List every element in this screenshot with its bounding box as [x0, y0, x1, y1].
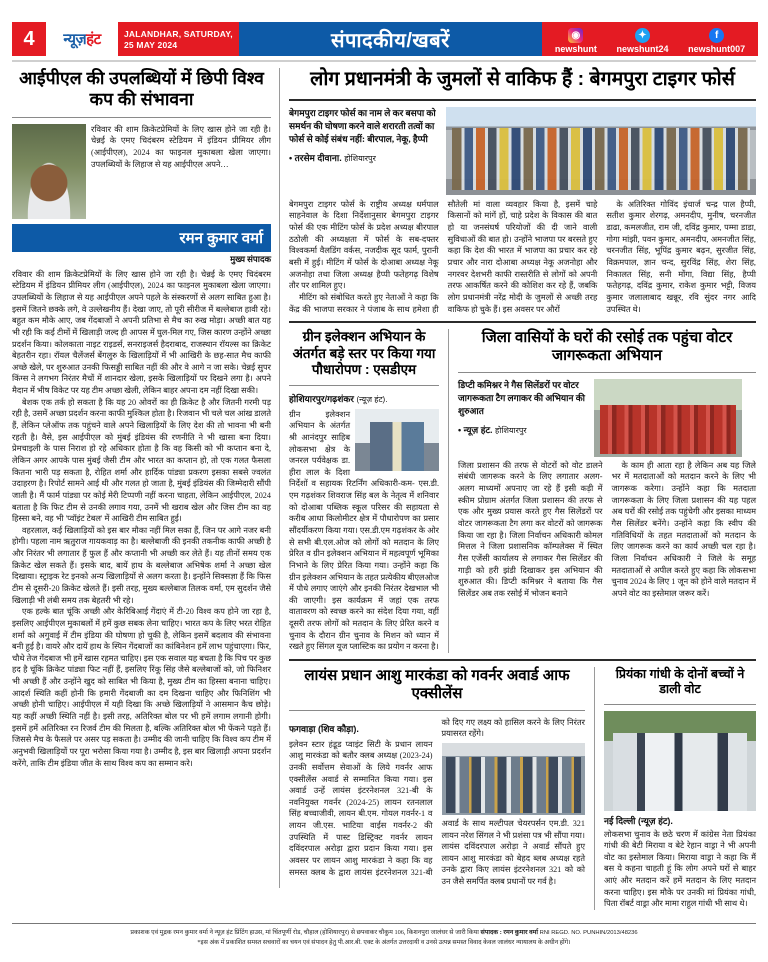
- instagram-icon: ◉: [568, 28, 583, 43]
- masthead: [12, 22, 758, 56]
- editorial-paragraph: वहरलाल, कई खिलाड़ियों को इस बार मौका नहीं मिल सका हैं, जिन पर आगे नजर बनी होगी। पहला नाम ऋतुराज गायकवाड़ का है। बल्लेबाजी की इनकी तकनीक काफी अच्छी है और निरंतर भी लगातार हैं फुल हैं और कप्तानी भी अच्छी कर लेते हैं। यह तीनों समय एक क्रिकेट खेल सकते हैं। इसके बाद, बायें हाथ के बल्लेबाज अभिषेक शर्मा ने अच्छा खेल दिखाया। स्ट्राइक रेट इनको अन्य खिलाड़ियों से अलग करता है। इन्होंने सिक्सज्ञा हैं कि फिस टीम से दूसरी-20 क्रिकेट खेलते हैं। इसी तरह, मुख्य बल्लेबाज तिलक वर्मा, एम सुदर्शन जैसे खिलाड़ी भी लंबी समय तक बेहतरी भी रहे।: [12, 525, 271, 605]
- green-election-photo: [355, 409, 439, 471]
- facebook-handle: newshunt007: [688, 44, 746, 54]
- byline-reporter: तरसेम दीवाना.: [294, 152, 342, 163]
- byline-source: (न्यूज़ हंट).: [356, 394, 388, 404]
- social-instagram[interactable]: [555, 28, 597, 54]
- lead-story-paragraph: मीटिंग को संबोधित करते हुए नेताओं ने कहा कि केंद्र की भाजपा सरकार ने पंजाब के साथ हमेशा ही सौतेली मां वाला व्यवहार किया है, इसमें चाहे किसानों को मांगें हों, चाहे प्रदेश के विकास की बात हो या जनसंघर्ष परियोजों की दी जाने वाली सुविधाओं की बात हो। उन्होंने भाजपा पर बरसते हुए कहा कि देश की भारत में भाजपा का प्रचार कर रहे प्रचार और नारा दोआबा अध्यक्ष नेकू अजनोहा और नगरवर देशभरी काफी रास्तरीति से लोगों को अपनी तरफ आकर्षित करने की कोशिश कर रहे हैं, जबकि लोग प्रधानमंत्री नरेंद्र मोदी के जुमलों से अच्छी तरह वाकिफ हो चुके हैं। इस अवसर पर औरों: [289, 199, 598, 314]
- priyanka-vote-paragraph: लोकसभा चुनाव के छठे चरण में कांग्रेस नेता प्रियंका गांधी की बेटी मिराया व बेटे रेहान वाड्रा ने भी अपनी वोट का इस्तेमाल किया। मिराया वाड्रा ने कहा कि मैं बस ये कहना चाहती हूं कि लोग अपने घरों से बाहर आएं और मतदान करें हमें मतदान के लिए मतदान करना चाहिए। इस मौके पर उनकी मां प्रियंका गांधी, पिता रॉबर्ट वाड्रा और मामा राहुल गांधी भी साथ थे।: [604, 829, 756, 909]
- masthead-divider: [12, 60, 756, 62]
- priyanka-vote-headline: प्रियंका गांधी के दोनों बच्चों ने डाली वोट: [615, 667, 745, 697]
- editorial-column: [12, 68, 280, 888]
- page-footer: [12, 923, 756, 948]
- lead-story-headline: लोग प्रधानमंत्री के जुमलों से वाकिफ हैं : बेगमपुरा टाइगर फोर्स: [310, 68, 735, 90]
- lions-award-rule: [289, 710, 585, 711]
- bottom-band: [289, 667, 756, 910]
- dateline-city-day: JALANDHAR, SATURDAY,: [124, 28, 233, 39]
- byline-location: नई दिल्ली (न्यूज़ हंट).: [604, 815, 673, 826]
- dateline: [118, 22, 239, 56]
- column-rule: [448, 329, 449, 653]
- section-divider-2: [289, 659, 756, 661]
- lead-story-byline: • तरसेम दीवाना. होशियारपुर: [289, 152, 376, 163]
- editor-name-strip: रमन कुमार वर्मा: [12, 224, 271, 252]
- green-election-byline: [289, 392, 439, 405]
- column-rule: [594, 667, 595, 910]
- priyanka-vote-photo: [604, 711, 756, 811]
- instagram-handle: newshunt: [554, 44, 597, 54]
- byline-location: होशियारपुर: [495, 425, 527, 435]
- lead-story: [289, 68, 756, 315]
- green-election-paragraph: ग्रीन इलेक्शन अभियान के अंतर्गत श्री आनंदपुर साहिब लोकसभा क्षेत्र के जनरल पर्यवेक्षक डा. हीरा लाल के दिशा निर्देशों व सहायक रिटर्निंग अधिकारी-कम- एस.डी. एम गढ़शंकर शिवराज सिंह बल के नेतृत्व में शनिवार को दोआबा पब्लिक स्कूल परिसर की सहायता से करीब आधा किलोमीटर क्षेत्र में पौधारोपण का प्रसार सौंदर्यीकरण किया गया। एस.डी.एम गढ़शंकर के ओर से सभी बी.एल.ओज को लोगों को मतदान के लिए प्रेरित व ग्रीन इलेक्शन अभियान में महत्वपूर्ण भूमिका निभाने के लिए प्रेरित किया गया। उन्होंने कहा कि ग्रीन इलेक्शन अभियान के तहत प्रत्येकीय बीएलओज में पौधे लगाए जाएंगे और इनकी निरंतर देखभाल भी की जाएगी। इस कार्यक्रम में जहां एक तरफ वातावरण को स्वच्छ करने का संदेश दिया गया, वहीं दूसरी तरफ लोगों को मतदान के लिए प्रेरित करने व चुनाव के दौरान ग्रीन चुनाव के मिशन को ध्यान में रखते हुए सिंगल यूज प्लास्टिक का प्रयोग न करना है।: [289, 409, 439, 652]
- priyanka-vote-rule: [604, 704, 756, 705]
- voter-awareness-story: [458, 329, 756, 653]
- news-columns: [280, 68, 756, 909]
- facebook-icon: f: [709, 28, 724, 43]
- editor-photo: [12, 124, 86, 219]
- byline-reporter: फगवाड़ा (शिव कौड़ा).: [289, 723, 359, 734]
- lions-award-paragraph: अवार्ड के साथ मल्टीपल चेयरपर्सन एम.डी. 321 लायन नरेश सिंगल ने भी प्रशंसा पत्र भी सौंपा गया। लायंस दविंदरपाल अरोड़ा ने अवार्ड सौंपते हुए लायन आशु मारकंडा को बेहद ब्लब अध्यक्ष रहते उनके द्वारा किए लायंस इंटरनेशनल 321 को को उन जैसे समर्पित क्लब प्रधानों पर गर्व है।: [441, 818, 585, 887]
- byline-reporter: न्यूज़ हंट.: [463, 424, 493, 435]
- footer-editor: संपादक : रमन कुमार वर्मा: [480, 928, 539, 936]
- editorial-intro: रविवार की शाम क्रिकेटप्रेमियों के लिए खास होने जा रही है। चेन्नई के एमए चिदंबरम स्टेडियम में इंडियन प्रीमियर लीग (आईपीएल), 2024 का फाइनल मुकाबला खेला जाएगा। उपलब्धियों के लिहाज से यह आईपीएल अपने…: [91, 124, 271, 169]
- newspaper-page: [0, 22, 768, 962]
- editorial-paragraph: बेशक एक तर्क हो सकता है कि यह 20 ओवरों का ही क्रिकेट है और जितनी गरमी पड़ रही है, उसमें अच्छा प्रदर्शन करना काफी मुश्किल होता है। रिजवान भी चले चल आंख डालते हैं, लेकिन प्लेऑफ तक पहुंचने वाले अपने खिलाड़ियों के लिए देश की तो भावना भी बनी रहती है। वैसे, इस आईपीएल को मुंबई इंडियंस की रणनीति ने भी खासा बना दिया। प्रेमचाइली के पास निराश हो रहे अधिकार होता है कि वह किसी को भी कप्तान बना दे, लेकिन अगर आपके पास मुंबई जैसी टीम और भारत का कप्तान हो, तो एक गलत फैसला कितना भारी पड़ सकता है, रोहित शर्मा और हार्दिक पांड्या प्रकरण इसका सबसे ज्वलंत उदाहरण है। रिपोर्ट सामने आई थी और गलत हो जाता है, मुंबई इंडियंस की जिम्मेदारी सौंपी जाती है। मैं फार्म पांड्या पर कोई मेरी टिप्पणी नहीं करना चाहता, लेकिन आईपीएल, 2024 बताता है कि फिट टीम से उनकी लगाव गया, उनमें भी खराब खेल और जिस टीम का वह हिस्सा बने, वह भी 'प्वॉइंट टेबल' में आखिरी टीम साबित हुई।: [12, 397, 271, 524]
- editorial-rule: [12, 117, 271, 118]
- editor-designation: मुख्य संपादक: [230, 253, 271, 264]
- page-content: [12, 68, 756, 909]
- footer-publisher-text: प्रकाशक एवं मुद्रक रमन कुमार वर्मा ने न्यूज़ हंट प्रिंटिंग हाउस, मां चिंतपूर्णी रोड, चौहाल (होशियारपुर) से छपवाकर चौकुम 106, किशनपुरा जालंधर से जारी किया: [130, 928, 479, 936]
- page-number: 4: [12, 22, 46, 56]
- green-election-rule: [289, 385, 439, 386]
- voter-awareness-byline: • न्यूज़ हंट. होशियारपुर: [458, 424, 527, 435]
- twitter-handle: newshunt24: [616, 44, 669, 54]
- editorial-headline: आईपीएल की उपलब्धियों में छिपी विश्व कप की संभावना: [19, 68, 264, 110]
- lions-award-photo: [442, 743, 586, 815]
- editorial-paragraph: रविवार की शाम क्रिकेटप्रेमियों के लिए खास होने जा रही है। चेन्नई के एमए चिदंबरम स्टेडियम में इंडियन प्रीमियर लीग (आईपीएल), 2024 का फाइनल मुकाबला खेला जाएगा। उपलब्धियों के लिहाज से यह आईपीएल अपने पहले के संस्करणों से अलग साबित हुआ है। इसमें जितने छक्के लगे, वे उल्लेखनीय हैं। देखा जाए, तो पूरी सीरीज में बल्लेबाज हावी रहे। बहुत कम मौके आए, जब गेंदबाजों ने अपनी प्रतिभा से मैच का रुख मोड़ा। अच्छी बात यह भी रही कि कई टीमों में खिलाड़ी जल्द ही आपस में घुल-मिल गए, जिस कारण उन्होंने अच्छा प्रदर्शन किया। कोलकाता नाइट राइडर्स, सनराइजर्स हैदराबाद, राजस्थान रॉयल्स का क्रिकेट बेहतरीन रहा। रॉयल चैलेंजर्स बेंगलुरु के खिलाड़ियों में भी आखिरी के छह-सात मैच काफी अच्छे खेले, पर शुरुआत उनकी फिसड्डी साबित नहीं की और वे आगे न जा सके। चेन्नई सुपर किंग्स ने लगभग निरंतर मैचों में शानदार खेला, इसके खिलाड़ियों पर दिखने लगा है। अपने मैदान में भीष विकेट पर यह टीम अच्छा खेली, लेकिन बाहर अपना दम नहीं दिखा सकी।: [12, 269, 271, 396]
- middle-band: [289, 329, 756, 653]
- priyanka-vote-byline: [604, 816, 673, 826]
- voter-awareness-kicker: डिप्टी कमिश्नर ने गैस सिलेंडरों पर वोटर जागरूकता टैग लगाकर की अभियान की शुरुआत: [458, 379, 585, 416]
- voter-awareness-headline: जिला वासियों के घरों की रसोई तक पहुंचा वोटर जागरूकता अभियान: [481, 329, 733, 365]
- byline-location: होशियारपुर: [344, 153, 376, 163]
- lions-award-byline: [289, 722, 433, 735]
- voter-awareness-rule: [458, 372, 756, 373]
- section-title: संपादकीय/खबरें: [239, 22, 542, 56]
- voter-awareness-paragraph: जिला प्रशासन की तरफ से वोटरों को वोट डालने संबंधी जागरूक करने के लिए लगातार अलग-अलग माध्यमों अपनाए जा रहे हैं इसी कड़ी में स्कीम प्रोग्राम अंतर्गत जिला प्रशासन की तरफ से एक और मुख्य प्रयास करते हुए गैस सिलेंडरों पर वोटर जागरूकता टैग लगा कर वोटरों को जागरूक किया जा रहा है। जिला निर्वाचन अधिकारी कोमल मित्तल ने जिला प्रशासनिक कॉम्पलेक्स में स्थित गैस एजेंसी कार्यालय से लगाकर गैस सिलेंडर की गाड़ी को हरी झंडी दिखाकर इस अभियान की शुरुआत की। डिप्टी कमिश्नर ने बताया कि गैस सिलेंडर अब तक रसोई में भोजन बनाने: [458, 460, 603, 598]
- lead-story-rule: [289, 99, 756, 101]
- lions-award-headline: लायंस प्रधान आशु मारकंडा को गवर्नर अवार्ड आफ एक्सीलेंस: [304, 667, 570, 703]
- green-election-headline: ग्रीन इलेक्शन अभियान के अंतर्गत बड़े स्तर पर किया गया पौधारोपण : एसडीएम: [292, 329, 436, 378]
- footer-rni-number: RNI REGD. NO. PUNHIN/2013/48236: [539, 929, 638, 936]
- priyanka-vote-story: [604, 667, 756, 910]
- social-handles: [542, 22, 758, 56]
- logo-text-secondary: हंट: [86, 31, 101, 48]
- social-facebook[interactable]: [688, 28, 745, 54]
- section-divider-1: [289, 321, 756, 323]
- lead-story-kicker: बेगमपुरा टाइगर फोर्स का नाम ले कर बसपा को समर्थन की घोषणा करने वाले शरारती तत्वों का फोर्स से कोई संबंध नहीं: बीरपाल, नेकू, हैप्पी: [289, 107, 436, 144]
- green-election-story: [289, 329, 439, 653]
- editorial-paragraph: एक हल्के बात चूंकि अच्छी और केरिबिआई गेंदाएं में टी-20 विश्व कप होने जा रहा है, इसलिए आईपीएल मुकाबलों में हमें कुछ सबक लेना चाहिए। भारत कप के लिए भरत रोहित शर्मा को अगुवाई में टीम इंडिया की घोषणा हो चुकी है, लेकिन इसमें बदलाव की संभावना बनी हुई है। वायरे और दायें हाथ के स्पिन गेंदबाजों का कांबिनेशन हमें लाभ पहुंचाएगा। फिर, चौथे तेज गेंदबाज भी हमें खास रहमत चाहिए। इस एक सवाल यह बचता है कि पिच पर कुछ हद है चूंकि क्रिकेट पांड्या फिट नहीं हैं, इसलिए रिंकू सिंह जैसे बल्लेबाजों को, जो फिनिशर भी अच्छी हैं और उन्होंने खुद को साबित भी किया है, मुख्य टीम का हिस्सा बनाना चाहिए। आदर्श स्थिति कहीं होनी कि हमारी गेंदबाजी का दम दिखना चाहिए और फिनिशिंग भी अच्छी होनी चाहिए। आईपीएल में यही दिखा कि अच्छे खिलाड़ियों ने आसमान कैच छोड़े। यह कहीं अच्छी स्थिति नहीं है। इसी तरह, अतिरिक्त बोल पर भी हमें लगाम लगानी होगी। इसमें हमें अतिरिक्त रन रिजर्व टीम की मिलता है, बल्कि अतिरिक्त बोल भी फेंकने पड़ते हैं। जिससे मैच के फैसले पर असर पड़ सकता है। उम्मीद की जानी चाहिए कि विश्व कप टीम में अनुभवी खिलाड़ियों पर पूरा भरोसा किया गया है। उम्मीद है, इस बार खिलाड़ी अपना प्रदर्शन करेंगे, ताकि टीम इंडिया जीत के साथ विश्व कप का सम्मान करे।: [12, 607, 271, 768]
- newspaper-logo[interactable]: [46, 22, 118, 56]
- social-twitter[interactable]: [616, 28, 668, 54]
- logo-text-primary: न्यूज़: [63, 31, 87, 48]
- footer-legal-line: *इस अंक में प्रकाशित समस्त सचवारों का चयन एवं संपादन हेतु पी.आर.बी. एक्ट के अंतर्गत उत्तरदायी व उनसे उत्पन्न समस्त विवाद केवल जालंधर न्यायालय के अधीन होंगे।: [197, 938, 571, 946]
- footer-imprint-line: [12, 928, 756, 938]
- voter-awareness-paragraph: के काम ही आता रहा है लेकिन अब यह जिले भर में मतदाताओं को मतदान करने के लिए भी जागरूक करेगा। उन्होंने कहा कि मतदाता जागरूकता के लिए जिला प्रशासन की यह पहल अब घरों की रसोई तक पहुंचेगी और इसका माध्यम गैस सिलेंडर बनेंगे। उन्होंने कहा कि स्वीप की गतिविधियों के तहत मतदाताओं को मतदान के लिए जागरूक करने का कार्य अच्छी चल रहा है। जिला निर्वाचन अधिकारी ने जिले के समूह मतदाताओं से अपील करते हुए कहा कि लोकसभा चुनाव 2024 के लिए 1 जून को होने वाले मतदान में अपने वोट का इस्तेमाल जरूर करें।: [611, 460, 756, 598]
- lions-award-story: [289, 667, 585, 910]
- dateline-date: 25 MAY 2024: [124, 39, 178, 50]
- lead-story-paragraph: बेगमपुरा टाइगर फोर्स के राष्ट्रीय अध्यक्ष धर्मपाल साहनेवाल के दिशा निर्देशानुसार बेगमपुरा टाइगर फोर्स की एक मीटिंग फोर्स के प्रदेश अध्यक्ष बीरपाल ठठोली की अध्यक्षता में फोर्स के सब-दफ्तर विश्वकर्मा वैलडिंग वर्कस, नजदीक सूद फार्म, पुरानी बसी में हुई। मीटिंग में फोर्स के दोआबा अध्यक्ष नेकू अजनोहा तथा जिला अध्यक्ष हैप्पी फतेहगढ़ विशेष तौर पर शामिल हुए।: [289, 199, 439, 291]
- lead-story-photo: [446, 107, 756, 195]
- lead-story-paragraph: के अतिरिक्त गोविंद इंचार्ज चन्द्र पाल हैप्पी, सतीश कुमार शेरगढ़, अमनदीप, मुनीष, चरनजीत डाढा, कमलजीत, राम जी, दविंद्र कुमार, पम्मा डाडा, गोगा मांझी, पवन कुमार, अमनदीप, अमनजीत सिंह, चरनजीत सिंह, भूपिंद्र कुमार बढ़न, सुरजीत सिंह, विक्रमपाल, ज्ञान चन्द, सुरविंद्र सिंह, शेरा सिंह, निकालत सिंह, सनी मोंगा, विद्या सिंह, हैप्पी फतेहगढ़, दविंद्र कुमार, राकेश कुमार भट्टी, विजय कुमार जलालाबाद खन्नूर, रवि सुंदर नगर आदि उपस्थित थे।: [606, 199, 756, 314]
- twitter-icon: ✦: [635, 28, 650, 43]
- voter-awareness-photo: [594, 379, 742, 457]
- lions-award-paragraph: इलेवन स्टार हंडूड प्वाइंट सिटी के प्रधान लायन आशु मारकंडा को बतौर क्लब अध्यक्ष (2023-24) उनकी सर्वोत्तम सेवाओं के लिये गवर्नर आफ एक्सीलेंस अवार्ड से सम्मानित किया गया। इस अवार्ड उन्हें लायंस इंटरनेशनल 321-बी के नवनियुक्त गवर्नर (2024-25) लायन रतनलाल सिंह बच्चाजीवी, लायन बी.एम. गोयल गवर्नर-1 व लायन जी.एस. भाटिया वाईस गवर्नर-2 की उपस्थिति में पास्ट डिस्ट्रिक्ट गवर्नर लायन दविंदरपाल अरोड़ा द्वारा प्रदान किया गया। इस अवसर पर लायन आशु मारकंडा ने कहा कि वह समस्त क्लब के द्वारा लायंस इंटरनेशनल 321-बी को दिए गए लक्ष्य को हासिल करने के लिए निरंतर प्रयासरत रहेंगे।: [289, 717, 585, 877]
- byline-location: होशियारपुर/गढ़शंकर: [289, 393, 354, 404]
